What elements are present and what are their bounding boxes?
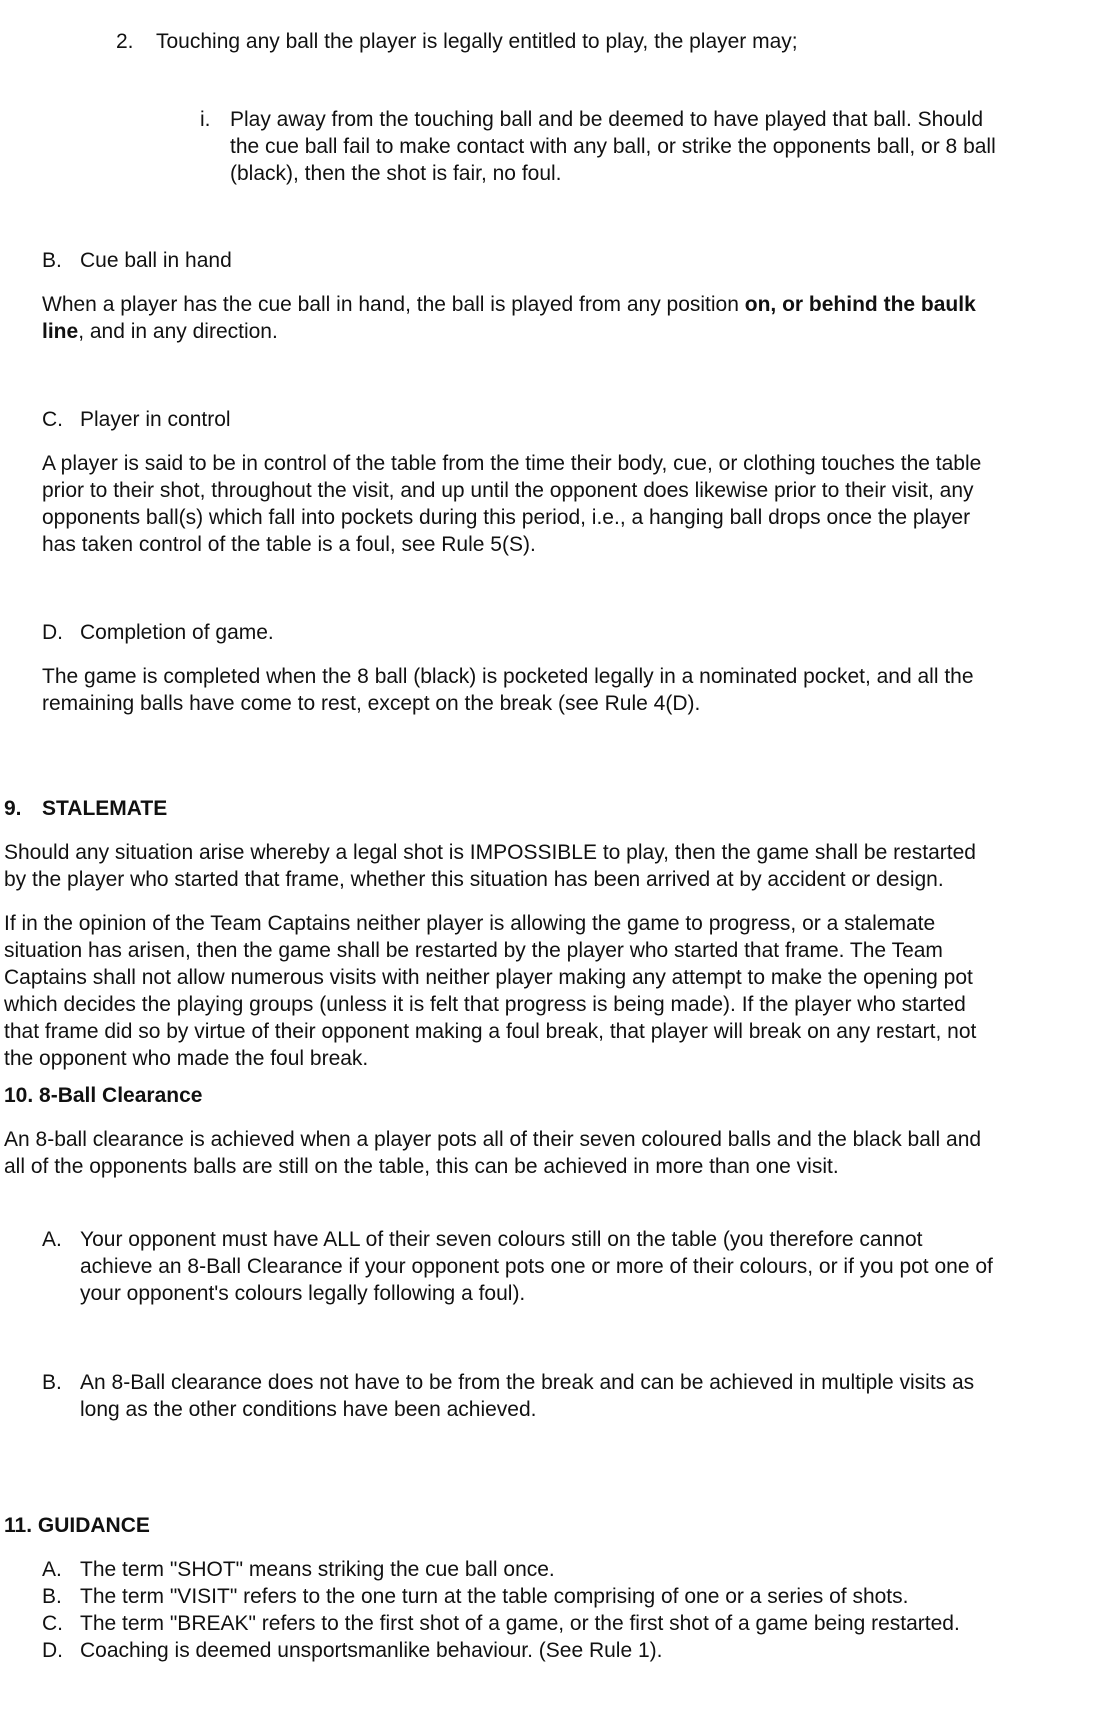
list-item-text: The term "VISIT" refers to the one turn at the table comprising of one or a series of shots. bbox=[80, 1585, 909, 1608]
paragraph-line: the cue ball fail to make contact with any ball, or strike the opponents ball, or 8 ball bbox=[230, 135, 996, 158]
paragraph-line: Your opponent must have ALL of their seven colours still on the table (you therefore cannot bbox=[80, 1228, 923, 1251]
list-letter: A. bbox=[42, 1228, 62, 1251]
paragraph-line: (black), then the shot is fair, no foul. bbox=[230, 162, 562, 185]
paragraph-line: has taken control of the table is a foul, see Rule 5(S). bbox=[42, 533, 536, 556]
paragraph-line: long as the other conditions have been achieved. bbox=[80, 1398, 537, 1421]
section-letter: D. bbox=[42, 621, 63, 644]
list-item-text: The term "SHOT" means striking the cue ball once. bbox=[80, 1558, 555, 1581]
paragraph-line: Play away from the touching ball and be deemed to have played that ball. Should bbox=[230, 108, 983, 131]
paragraph-line: Captains shall not allow numerous visits with neither player making any attempt to make the opening pot bbox=[4, 966, 973, 989]
rule-heading: 10. 8-Ball Clearance bbox=[4, 1084, 203, 1107]
paragraph-line: The game is completed when the 8 ball (black) is pocketed legally in a nominated pocket, and all the bbox=[42, 665, 974, 688]
list-letter: D. bbox=[42, 1639, 63, 1662]
paragraph-line: all of the opponents balls are still on the table, this can be achieved in more than one visit. bbox=[4, 1155, 839, 1178]
emphasis: line bbox=[42, 320, 79, 343]
section-letter: C. bbox=[42, 408, 63, 431]
paragraph-line: A player is said to be in control of the table from the time their body, cue, or clothing touches the table bbox=[42, 452, 982, 475]
paragraph-line: An 8-Ball clearance does not have to be from the break and can be achieved in multiple visits as bbox=[80, 1371, 975, 1394]
paragraph-line: An 8-ball clearance is achieved when a player pots all of their seven coloured balls and the black ball and bbox=[4, 1128, 982, 1151]
rule-heading: 11. GUIDANCE bbox=[4, 1514, 150, 1537]
paragraph-line: prior to their shot, throughout the visit, and up until the opponent does likewise prior to their visit, any bbox=[42, 479, 974, 502]
section-letter: B. bbox=[42, 249, 62, 272]
paragraph-line: by the player who started that frame, whether this situation has been arrived at by accident or design. bbox=[4, 868, 944, 891]
paragraph-line: achieve an 8-Ball Clearance if your opponent pots one or more of their colours, or if you pot one of bbox=[80, 1255, 993, 1278]
paragraph-line: which decides the playing groups (unless it is felt that progress is being made). If the player who started bbox=[4, 993, 966, 1016]
roman-numeral: i. bbox=[200, 108, 211, 131]
section-title: Player in control bbox=[80, 408, 231, 431]
paragraph-line: When a player has the cue ball in hand, the ball is played from any position on, or behind the baulk bbox=[42, 293, 976, 316]
rule-heading: STALEMATE bbox=[42, 797, 168, 820]
list-letter: B. bbox=[42, 1371, 62, 1394]
paragraph-line: the opponent who made the foul break. bbox=[4, 1047, 369, 1070]
list-letter: C. bbox=[42, 1612, 63, 1635]
list-letter: A. bbox=[42, 1558, 62, 1581]
emphasis: on, or behind the baulk bbox=[744, 293, 976, 316]
rule-number: 9. bbox=[4, 797, 22, 820]
list-number: 2. bbox=[116, 30, 134, 53]
paragraph-line: situation has arisen, then the game shall be restarted by the player who started that frame. The Team bbox=[4, 939, 943, 962]
list-item-text: Coaching is deemed unsportsmanlike behaviour. (See Rule 1). bbox=[80, 1639, 663, 1662]
paragraph-line: opponents ball(s) which fall into pockets during this period, i.e., a hanging ball drops once the player bbox=[42, 506, 971, 529]
paragraph-line: If in the opinion of the Team Captains neither player is allowing the game to progress, or a stalemate bbox=[4, 912, 936, 935]
list-item-text: Touching any ball the player is legally entitled to play, the player may; bbox=[156, 30, 798, 53]
section-title: Cue ball in hand bbox=[80, 249, 232, 272]
paragraph-line: Should any situation arise whereby a legal shot is IMPOSSIBLE to play, then the game shall be restarted bbox=[4, 841, 976, 864]
paragraph-line: that frame did so by virtue of their opponent making a foul break, that player will break on any restart, not bbox=[4, 1020, 977, 1043]
paragraph-line: your opponent's colours legally following a foul). bbox=[80, 1282, 526, 1305]
paragraph-line: remaining balls have come to rest, except on the break (see Rule 4(D). bbox=[42, 692, 701, 715]
list-letter: B. bbox=[42, 1585, 62, 1608]
section-title: Completion of game. bbox=[80, 621, 274, 644]
list-item-text: The term "BREAK" refers to the first shot of a game, or the first shot of a game being restarted. bbox=[80, 1612, 960, 1635]
paragraph-line: line, and in any direction. bbox=[42, 320, 278, 343]
